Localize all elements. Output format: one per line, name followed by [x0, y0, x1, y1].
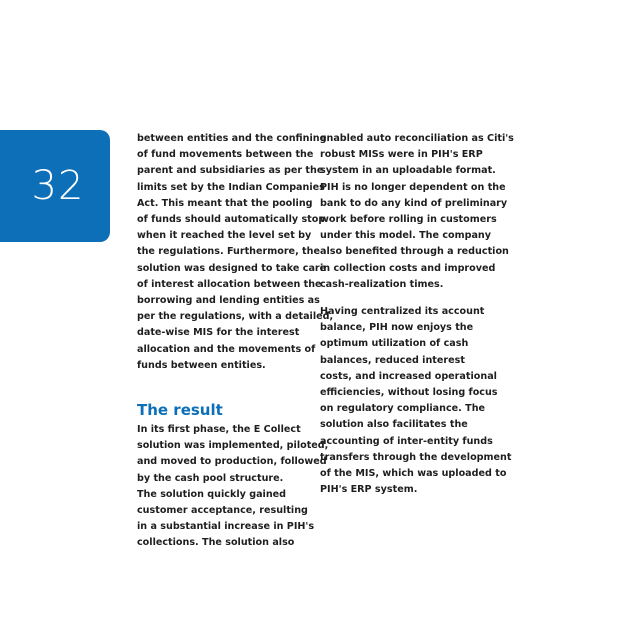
- text-line: Act. This meant that the pooling: [137, 197, 313, 209]
- text-line: of fund movements between the: [137, 149, 314, 161]
- text-line: robust MISs were in PIH's ERP: [320, 149, 483, 161]
- text-line: in a substantial increase in PIH's: [137, 521, 315, 533]
- text-line: bank to do any kind of preliminary: [320, 197, 508, 209]
- text-line: In its first phase, the E Collect: [137, 424, 301, 436]
- text-line: accounting of inter-entity funds: [320, 435, 493, 447]
- text-line: enabled auto reconciliation as Citi's: [320, 133, 514, 144]
- text-line: optimum utilization of cash: [320, 338, 469, 350]
- text-line: efficiencies, without losing focus: [320, 387, 498, 399]
- right-paragraph-1: [320, 131, 514, 293]
- text-line: also benefited through a reduction: [320, 246, 509, 258]
- text-line: solution was implemented, piloted,: [137, 440, 329, 452]
- page-number-tab: [0, 130, 110, 242]
- text-line: in collection costs and improved: [320, 262, 496, 274]
- text-line: cash-realization times.: [320, 278, 444, 290]
- text-line: PIH's ERP system.: [320, 484, 418, 496]
- page-number: 32: [31, 163, 85, 209]
- text-line: when it reached the level set by: [137, 230, 312, 242]
- text-line: of funds should automatically stop: [137, 214, 326, 226]
- text-line: on regulatory compliance. The: [320, 403, 486, 415]
- text-line: The solution quickly gained: [137, 488, 287, 500]
- right-paragraph-2: [320, 304, 512, 498]
- text-line: borrowing and lending entities as: [137, 295, 320, 307]
- text-line: between entities and the confining: [137, 133, 327, 144]
- text-line: under this model. The company: [320, 230, 492, 242]
- text-line: balance, PIH now enjoys the: [320, 322, 474, 334]
- text-line: Having centralized its account: [320, 306, 485, 318]
- text-line: solution was designed to take care: [137, 262, 327, 274]
- text-line: of interest allocation between the: [137, 278, 322, 290]
- text-line: work before rolling in customers: [320, 214, 497, 226]
- text-line: solution also facilitates the: [320, 419, 468, 431]
- text-line: allocation and the movements of: [137, 343, 316, 355]
- text-line: system in an uploadable format.: [320, 165, 496, 177]
- text-line: PIH is no longer dependent on the: [320, 181, 506, 193]
- text-line: collections. The solution also: [137, 537, 295, 549]
- text-line: and moved to production, followed: [137, 456, 327, 468]
- section-heading: The result: [137, 401, 223, 420]
- text-line: date-wise MIS for the interest: [137, 327, 300, 339]
- text-line: of the MIS, which was uploaded to: [320, 468, 507, 480]
- left-paragraph-2: [137, 422, 329, 552]
- left-column: [137, 131, 334, 552]
- text-line: funds between entities.: [137, 359, 266, 371]
- text-line: balances, reduced interest: [320, 354, 465, 366]
- text-line: limits set by the Indian Companies: [137, 181, 325, 193]
- right-column: [320, 131, 514, 498]
- text-line: per the regulations, with a detailed,: [137, 311, 334, 323]
- text-line: by the cash pool structure.: [137, 472, 284, 484]
- left-paragraph-1: [137, 131, 334, 374]
- text-line: parent and subsidiaries as per the: [137, 165, 324, 177]
- text-line: customer acceptance, resulting: [137, 505, 308, 517]
- text-line: costs, and increased operational: [320, 370, 497, 382]
- text-line: the regulations. Furthermore, the: [137, 246, 320, 258]
- text-line: transfers through the development: [320, 451, 512, 463]
